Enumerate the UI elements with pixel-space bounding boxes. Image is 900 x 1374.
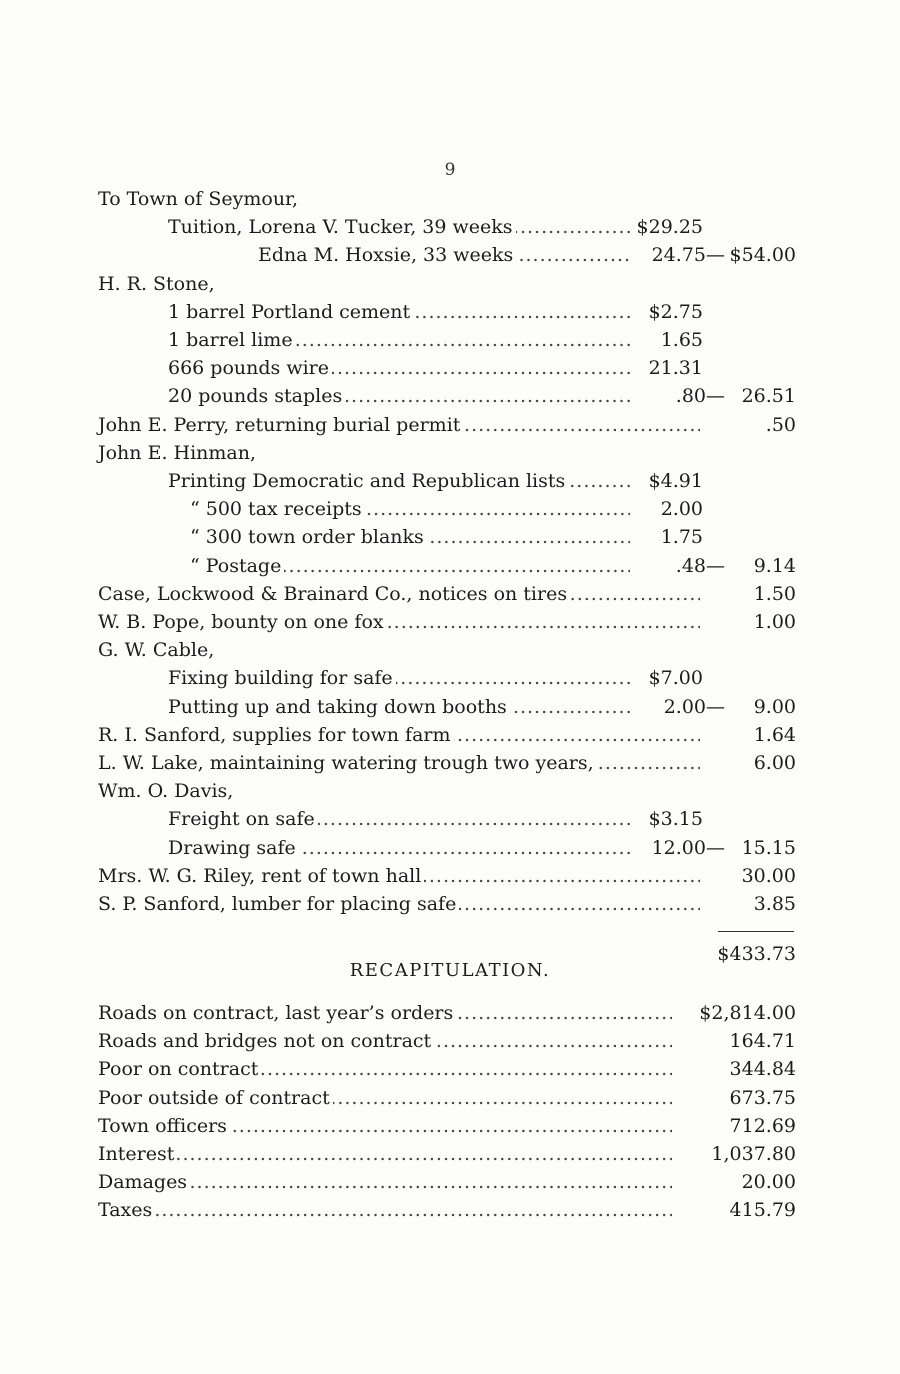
recap-amount: $2,814.00 (699, 1002, 796, 1024)
recap-row (98, 1197, 796, 1223)
line-label: To Town of Seymour, (98, 186, 301, 212)
recap-row (98, 1141, 796, 1167)
recap-amount: 164.71 (729, 1030, 796, 1053)
sub-amount: 2.00— (663, 695, 725, 718)
recap-label: Town officers (98, 1113, 230, 1139)
sub-amount: $2.75 (648, 300, 703, 323)
line-label: Drawing safe (168, 835, 299, 861)
line-label: Edna M. Hoxsie, 33 weeks (258, 242, 516, 268)
sub-amount: .48— (675, 554, 725, 577)
total-rule (718, 931, 794, 932)
line-label: R. I. Sanford, supplies for town farm (98, 722, 454, 748)
ledger-line (98, 891, 796, 917)
sub-amount: 24.75— (651, 244, 725, 267)
sub-amount: .80— (675, 385, 725, 408)
ledger-line (98, 637, 796, 663)
line-label: John E. Perry, returning burial permit (98, 412, 463, 438)
line-label: “ Postage (190, 553, 284, 579)
recap-amount: 20.00 (741, 1171, 796, 1194)
line-label: H. R. Stone, (98, 271, 218, 297)
recap-row (98, 1000, 796, 1026)
ledger-line (98, 609, 796, 635)
line-total: 3.85 (753, 893, 796, 915)
line-label: Tuition, Lorena V. Tucker, 39 weeks (168, 214, 516, 240)
ledger-line (98, 355, 796, 381)
ledger-line (98, 835, 796, 861)
ledger-line (98, 553, 796, 579)
line-label: G. W. Cable, (98, 637, 217, 663)
recap-label: Damages (98, 1169, 190, 1195)
line-label: Mrs. W. G. Riley, rent of town hall (98, 863, 424, 889)
sub-amount: 1.65 (660, 329, 703, 351)
line-total: 1.00 (753, 611, 796, 633)
ledger-line (98, 665, 796, 691)
recap-row (98, 1113, 796, 1139)
ledger-line (98, 383, 796, 409)
recap-label: Poor outside of contract (98, 1085, 333, 1111)
line-label: Case, Lockwood & Brainard Co., notices on tires (98, 581, 570, 607)
line-total: 15.15 (741, 836, 796, 859)
recap-amount: 1,037.80 (711, 1143, 796, 1165)
line-total: 30.00 (741, 864, 796, 887)
recap-label: Roads on contract, last year’s orders (98, 1000, 456, 1026)
sub-amount: 12.00— (651, 836, 725, 859)
recap-label: Interest (98, 1141, 177, 1167)
recap-row (98, 1056, 796, 1082)
line-label: S. P. Sanford, lumber for placing safe (98, 891, 459, 917)
ledger-total: $433.73 (717, 943, 796, 965)
line-total: 9.00 (753, 695, 796, 718)
sub-amount: $7.00 (648, 667, 703, 690)
sub-amount: 2.00 (660, 498, 703, 521)
sub-amount: $4.91 (648, 470, 703, 492)
line-total: 26.51 (741, 385, 796, 408)
line-label: L. W. Lake, maintaining watering trough two years, (98, 750, 597, 776)
sub-amount: 1.75 (660, 526, 703, 549)
ledger-line (98, 863, 796, 889)
recap-label: Roads and bridges not on contract (98, 1028, 434, 1054)
ledger-line (98, 299, 796, 325)
ledger-line (98, 722, 796, 748)
sub-amount: $29.25 (636, 216, 703, 239)
leader-dots (98, 1141, 672, 1167)
recap-label: Poor on contract (98, 1056, 261, 1082)
line-label: 1 barrel Portland cement (168, 299, 413, 325)
sub-amount: $3.15 (648, 808, 703, 831)
line-label: 666 pounds wire (168, 355, 332, 381)
line-label: Freight on safe (168, 806, 318, 832)
line-total: 1.64 (753, 723, 796, 746)
ledger-line (98, 214, 796, 240)
line-label: W. B. Pope, bounty on one fox (98, 609, 387, 635)
ledger-line (98, 186, 796, 212)
line-total: 1.50 (753, 582, 796, 605)
ledger-line (98, 694, 796, 720)
line-total: 6.00 (753, 752, 796, 774)
line-label: Printing Democratic and Republican lists (168, 468, 568, 494)
recap-label: Taxes (98, 1197, 155, 1223)
leader-dots (98, 1197, 672, 1223)
ledger-line (98, 327, 796, 353)
recap-heading: RECAPITULATION. (349, 960, 551, 981)
line-label: “ 300 town order blanks (190, 524, 427, 550)
recap-amount: 415.79 (729, 1199, 796, 1222)
ledger-line (98, 468, 796, 494)
line-total: .50 (765, 413, 796, 436)
ledger-line (98, 440, 796, 466)
line-label: Putting up and taking down booths (168, 694, 510, 720)
ledger-line (98, 496, 796, 522)
page-number: 9 (444, 160, 456, 180)
ledger-line (98, 524, 796, 550)
line-label: 1 barrel lime (168, 327, 296, 353)
ledger-line (98, 750, 796, 776)
recap-amount: 673.75 (729, 1086, 796, 1109)
line-label: 20 pounds staples (168, 383, 345, 409)
line-label: Fixing building for safe (168, 665, 396, 691)
recap-amount: 344.84 (729, 1058, 796, 1081)
line-total: 9.14 (753, 554, 796, 577)
ledger-line (98, 806, 796, 832)
recap-row (98, 1085, 796, 1111)
recap-row (98, 1028, 796, 1054)
line-label: “ 500 tax receipts (190, 496, 365, 522)
line-label: Wm. O. Davis, (98, 778, 236, 804)
ledger-line (98, 581, 796, 607)
line-total: $54.00 (729, 244, 796, 267)
recap-row (98, 1169, 796, 1195)
sub-amount: 21.31 (648, 357, 703, 380)
recap-amount: 712.69 (729, 1114, 796, 1137)
ledger-line (98, 778, 796, 804)
ledger-line (98, 242, 796, 268)
ledger-line (98, 412, 796, 438)
line-label: John E. Hinman, (98, 440, 259, 466)
ledger-line (98, 271, 796, 297)
